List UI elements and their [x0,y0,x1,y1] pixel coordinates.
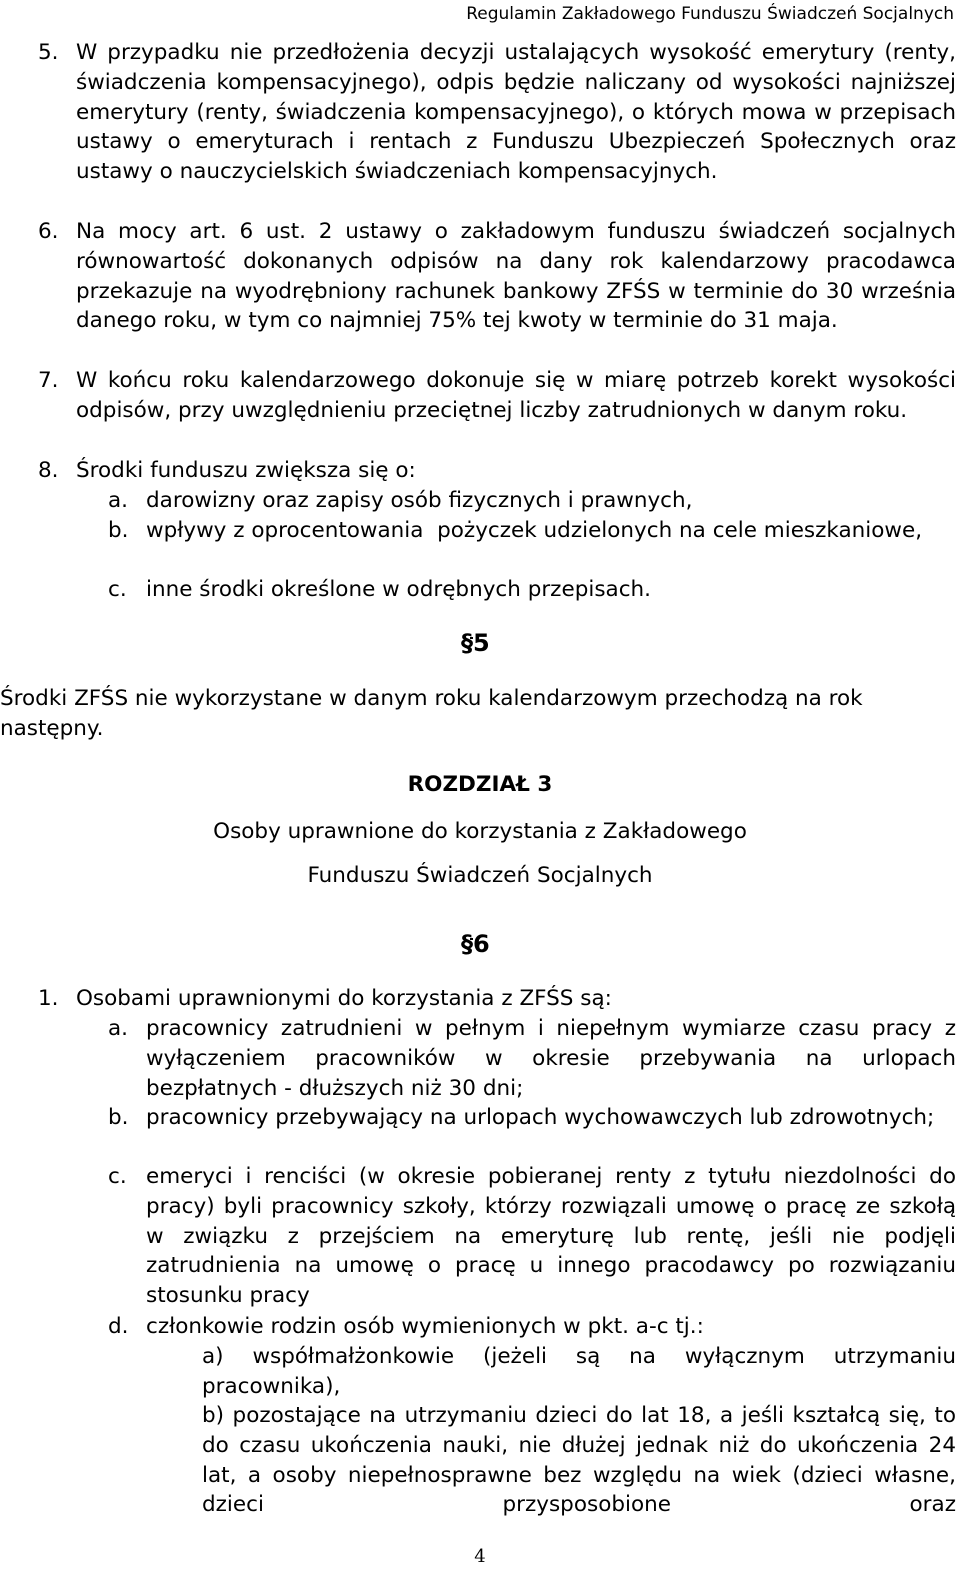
item-number: 1. [38,986,59,1011]
sub-item-text: inne środki określone w odrębnych przepisach. [146,577,651,602]
chapter-subtitle-line-2: Funduszu Świadczeń Socjalnych [307,863,653,888]
section-sign: § [461,629,473,657]
family-point-b: b) pozostające na utrzymaniu dzieci do lat 18, a jeśli kształcą się, to do czasu ukończenia nauki, nie dłużej jednak niż do ukończenia 24 lat, a osoby niepełnosprawne bez względu na wiek (dzieci własne, dzieci przysposobione oraz [202,1403,956,1518]
sub-item-letter: d. [108,1314,129,1339]
item-text: Na mocy art. 6 ust. 2 ustawy o zakładowym funduszu świadczeń socjalnych równowartość dokonanych odpisów na dany rok kalendarzowy pracodawca przekazuje na wyodrębniony rachunek bankowy ZFŚS w terminie do 30 września danego roku, w tym co najmniej 75% tej kwoty w terminie do 31 maja. [76,219,956,334]
list-item-1 [38,984,956,1014]
sub-item-text: darowizny oraz zapisy osób fizycznych i prawnych, [146,488,693,513]
sub-item-a [108,1014,956,1103]
item-text: Środki funduszu zwiększa się o: [76,458,416,483]
section-sign: § [461,930,473,958]
item-text: W przypadku nie przedłożenia decyzji ustalających wysokość emerytury (renty, świadczenia kompensacyjnego), odpis będzie naliczany od wysokości najniższej emerytury (renty, świadczenia kompensacyjnego), o których mowa w przepisach ustawy o emeryturach i rentach z Funduszu Ubezpieczeń Społecznych oraz ustawy o nauczycielskich świadczeniach kompensacyjnych. [76,40,956,185]
list-item-6 [38,217,956,336]
section-heading-5 [461,629,490,657]
family-point-a: a) współmałżonkowie (jeżeli są na wyłącznym utrzymaniu pracownika), [202,1344,956,1399]
list-item-5 [38,38,956,187]
sub-item-text: członkowie rodzin osób wymienionych w pkt. a-c tj.: [146,1314,704,1339]
section-5-text: Środki ZFŚS nie wykorzystane w danym roku kalendarzowym przechodzą na rok następny. [0,686,863,741]
sub-item-d [108,1312,956,1342]
list-item-8 [38,456,956,486]
sub-item-letter: b. [108,518,129,543]
sub-item-b [108,516,956,546]
section-heading-6 [461,930,490,958]
sub-item-letter: c. [108,577,127,602]
item-number: 8. [38,458,59,483]
page-number: 4 [474,1546,486,1567]
section-number: 6 [473,930,490,958]
sub-item-letter: a. [108,488,129,513]
sub-item-text: pracownicy zatrudnieni w pełnym i niepełnym wymiarze czasu pracy z wyłączeniem pracowników w okresie przebywania na urlopach bezpłatnych - dłuższych niż 30 dni; [146,1016,956,1101]
chapter-subtitle-line-1: Osoby uprawnione do korzystania z Zakładowego [213,819,747,844]
item-number: 6. [38,219,59,244]
item-number: 7. [38,368,59,393]
sub-item-letter: a. [108,1016,129,1041]
list-item-7 [38,366,956,426]
running-header: Regulamin Zakładowego Funduszu Świadczeń Socjalnych [466,4,954,24]
sub-item-letter: b. [108,1105,129,1130]
sub-item-letter: c. [108,1164,127,1189]
sub-item-text: emeryci i renciści (w okresie pobieranej renty z tytułu niezdolności do pracy) byli pracownicy szkoły, którzy rozwiązali umowę o pracę ze szkołą w związku z przejściem na emeryturę lub rentę, jeśli nie podjęli zatrudnienia na umowę o pracę u innego pracodawcy po rozwiązaniu stosunku pracy [146,1164,956,1309]
sub-item-a [108,486,956,516]
item-text: W końcu roku kalendarzowego dokonuje się w miarę potrzeb korekt wysokości odpisów, przy uwzględnieniu przeciętnej liczby zatrudnionych w danym roku. [76,368,956,423]
item-number: 5. [38,40,59,65]
item-text: Osobami uprawnionymi do korzystania z ZFŚS są: [76,986,612,1011]
sub-item-text: wpływy z oprocentowania pożyczek udzielonych na cele mieszkaniowe, [146,518,923,543]
sub-item-b [108,1103,956,1133]
section-number: 5 [473,629,490,657]
sub-item-c [108,1162,956,1311]
sub-item-text: pracownicy przebywający na urlopach wychowawczych lub zdrowotnych; [146,1105,935,1130]
sub-item-c [108,575,956,605]
chapter-heading: ROZDZIAŁ 3 [407,772,553,797]
